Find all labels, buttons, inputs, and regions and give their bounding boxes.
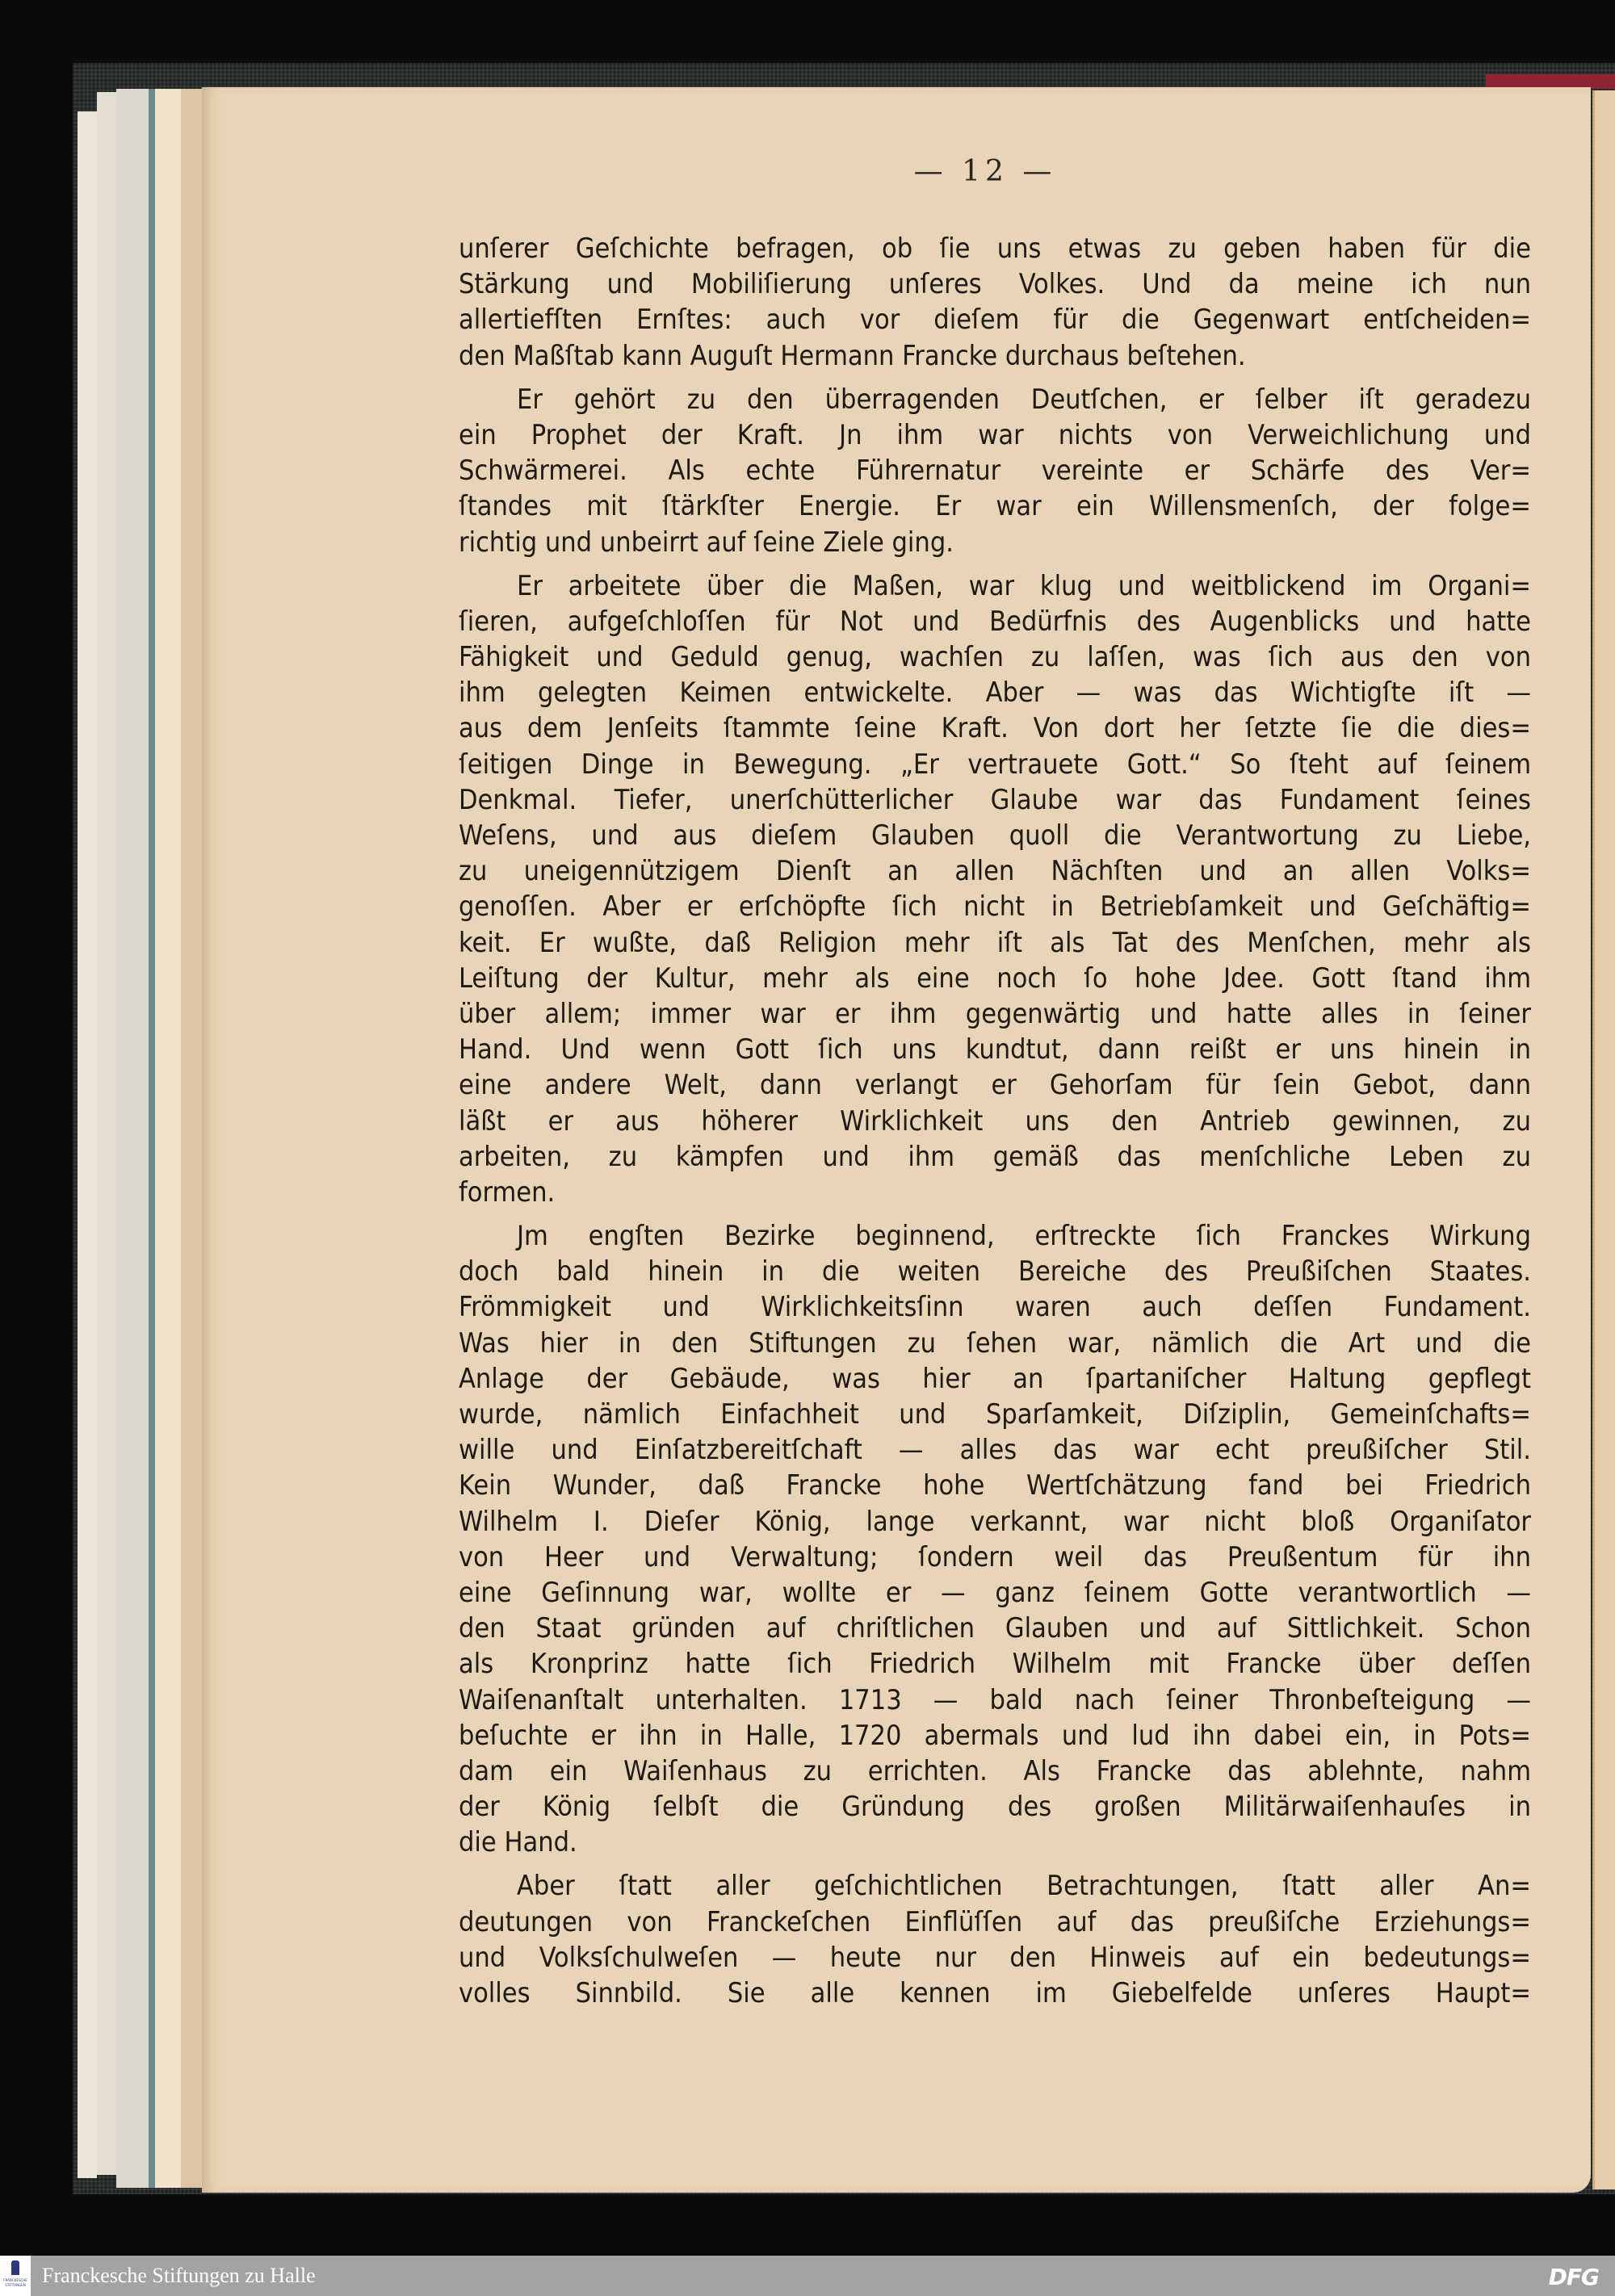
text-line: doch bald hinein in die weiten Bereiche des Preußiſchen Staates. — [459, 1255, 1531, 1288]
text-line: läßt er aus höherer Wirklichkeit uns den Antrieb gewinnen, zu — [459, 1104, 1531, 1138]
paragraph — [459, 568, 1531, 1210]
text-line: richtig und unbeirrt auf ſeine Ziele ging. — [459, 526, 954, 559]
text-line: Fähigkeit und Geduld genug, wachſen zu laſſen, was ſich aus den von — [459, 641, 1531, 674]
text-line: genoſſen. Aber er erſchöpfte ſich nicht in Betriebſamkeit und Geſchäftig= — [459, 890, 1531, 924]
paragraph-gap — [459, 560, 1531, 568]
text-line: Jm engſten Bezirke beginnend, erſtreckte ſich Franckes Wirkung — [517, 1220, 1531, 1253]
text-line: keit. Er wußte, daß Religion mehr iſt als Tat des Menſchen, mehr als — [459, 926, 1531, 959]
adjacent-page-edge — [1592, 90, 1615, 2189]
text-line: Stärkung und Mobiliſierung unſeres Volkes. Und da meine ich nun — [459, 268, 1531, 301]
page-edge — [97, 92, 116, 2175]
text-line: formen. — [459, 1175, 556, 1209]
text-line: aus dem Jenſeits ſtammte ſeine Kraft. Von dort her ſetzte ſie die dies= — [459, 712, 1531, 745]
text-line: der König ſelbſt die Gründung des großen Militärwaiſenhauſes in — [459, 1791, 1531, 1824]
text-line: unſerer Geſchichte befragen, ob ſie uns etwas zu geben haben für die — [459, 233, 1531, 265]
institution-logo[interactable] — [0, 2256, 31, 2296]
text-line: Frömmigkeit und Wirklichkeitsſinn waren auch deſſen Fundament. — [459, 1291, 1531, 1324]
page-edge — [181, 89, 203, 2188]
text-line: volles Sinnbild. Sie alle kennen im Giebelfelde unſeres Haupt= — [459, 1977, 1531, 2009]
page-edge — [116, 89, 149, 2188]
paragraph-gap — [459, 1210, 1531, 1218]
paragraph — [459, 1218, 1531, 1860]
text-line: beſuchte er ihn in Halle, 1720 abermals und lud ihn dabei ein, in Pots= — [459, 1719, 1531, 1752]
text-line: zu uneigennützigem Dienſt an allen Nächſten und an allen Volks= — [459, 855, 1531, 888]
page-edge — [149, 89, 155, 2188]
text-line: arbeiten, zu kämpfen und ihm gemäß das menſchliche Leben zu — [459, 1140, 1531, 1173]
text-line: ſieren, aufgeſchloſſen für Not und Bedürfnis des Augenblicks und hatte — [459, 605, 1531, 638]
text-line: Denkmal. Tiefer, unerſchütterlicher Glaube war das Fundament ſeines — [459, 783, 1531, 816]
text-line: den Staat gründen auf chriſtlichen Glauben und auf Sittlichkeit. Schon — [459, 1612, 1531, 1645]
text-line: deutungen von Franckeſchen Einflüſſen auf das preußiſche Erziehungs= — [459, 1905, 1531, 1938]
text-line: ſeitigen Dinge in Bewegung. „Er vertrauete Gott.“ So ſteht auf ſeinem — [459, 748, 1531, 781]
text-line: allertiefſten Ernſtes: auch vor dieſem für die Gegenwart entſcheiden= — [459, 304, 1531, 337]
text-line: ihm gelegten Keimen entwickelte. Aber — was das Wichtigſte iſt — — [459, 677, 1531, 710]
text-line: die Hand. — [459, 1826, 577, 1859]
statue-icon — [11, 2260, 19, 2275]
text-line: Waiſenanſtalt unterhalten. 1713 — bald nach ſeiner Thronbeſteigung — — [459, 1683, 1531, 1716]
text-line: Was hier in den Stiftungen zu ſehen war, nämlich die Art und die — [459, 1326, 1531, 1360]
page-edge — [78, 111, 97, 2178]
text-line: Hand. Und wenn Gott ſich uns kundtut, dann reißt er uns hinein in — [459, 1033, 1531, 1066]
text-line: ein Prophet der Kraft. Jn ihm war nichts von Verweichlichung und — [459, 418, 1531, 451]
paragraph — [459, 1868, 1531, 2011]
text-line: Anlage der Gebäude, was hier an ſpartaniſcher Haltung gepflegt — [459, 1362, 1531, 1395]
text-line: und Volksſchulweſen — heute nur den Hinweis auf ein bedeutungs= — [459, 1941, 1531, 1974]
text-line: Kein Wunder, daß Francke hohe Wertſchätzung fand bei Friedrich — [459, 1469, 1531, 1502]
text-line: Leiſtung der Kultur, mehr als eine noch ſo hohe Jdee. Gott ſtand ihm — [459, 962, 1531, 995]
institution-name[interactable]: Franckesche Stiftungen zu Halle — [42, 2264, 316, 2287]
text-line: als Kronprinz hatte ſich Friedrich Wilhelm mit Francke über deſſen — [459, 1648, 1531, 1681]
text-line: Wilhelm I. Dieſer König, lange verkannt, war nicht bloß Organiſator — [459, 1505, 1531, 1538]
text-line: dam ein Waiſenhaus zu errichten. Als Francke das ablehnte, nahm — [459, 1754, 1531, 1787]
page-edge — [155, 89, 181, 2188]
dfg-logo[interactable]: DFG — [1548, 2264, 1599, 2290]
text-line: wurde, nämlich Einfachheit und Sparſamkeit, Diſziplin, Gemeinſchafts= — [459, 1398, 1531, 1431]
body-text — [459, 231, 1531, 2011]
text-line: wille und Einſatzbereitſchaft — alles das war echt preußiſcher Stil. — [459, 1434, 1531, 1467]
paragraph-gap — [459, 374, 1531, 382]
text-line: eine andere Welt, dann verlangt er Gehorſam für ſein Gebot, dann — [459, 1069, 1531, 1102]
logo-text: FRANCKESCHE STIFTUNGEN — [3, 2278, 27, 2287]
text-line: von Heer und Verwaltung; ſondern weil das Preußentum für ihn — [459, 1540, 1531, 1573]
paragraph — [459, 231, 1531, 374]
footer-bar — [0, 2256, 1615, 2296]
text-line: eine Geſinnung war, wollte er — ganz ſeinem Gotte verantwortlich — — [459, 1576, 1531, 1609]
paragraph-gap — [459, 1860, 1531, 1868]
text-line: Aber ſtatt aller geſchichtlichen Betrachtungen, ſtatt aller An= — [517, 1870, 1531, 1903]
text-line: über allem; immer war er ihm gegenwärtig und hatte alles in ſeiner — [459, 997, 1531, 1030]
page-number: — 12 — — [913, 155, 1057, 188]
paragraph — [459, 382, 1531, 560]
text-line: den Maßſtab kann Auguſt Hermann Francke durchaus beſtehen. — [459, 339, 1246, 372]
text-line: Er arbeitete über die Maßen, war klug und weitblickend im Organi= — [517, 569, 1531, 602]
text-line: ſtandes mit ſtärkſter Energie. Er war ein Willensmenſch, der folge= — [459, 490, 1531, 523]
text-line: Schwärmerei. Als echte Führernatur vereinte er Schärfe des Ver= — [459, 455, 1531, 488]
text-line: Weſens, und aus dieſem Glauben quoll die Verantwortung zu Liebe, — [459, 819, 1531, 852]
text-line: Er gehört zu den überragenden Deutſchen, er ſelber iſt geradezu — [517, 383, 1531, 416]
